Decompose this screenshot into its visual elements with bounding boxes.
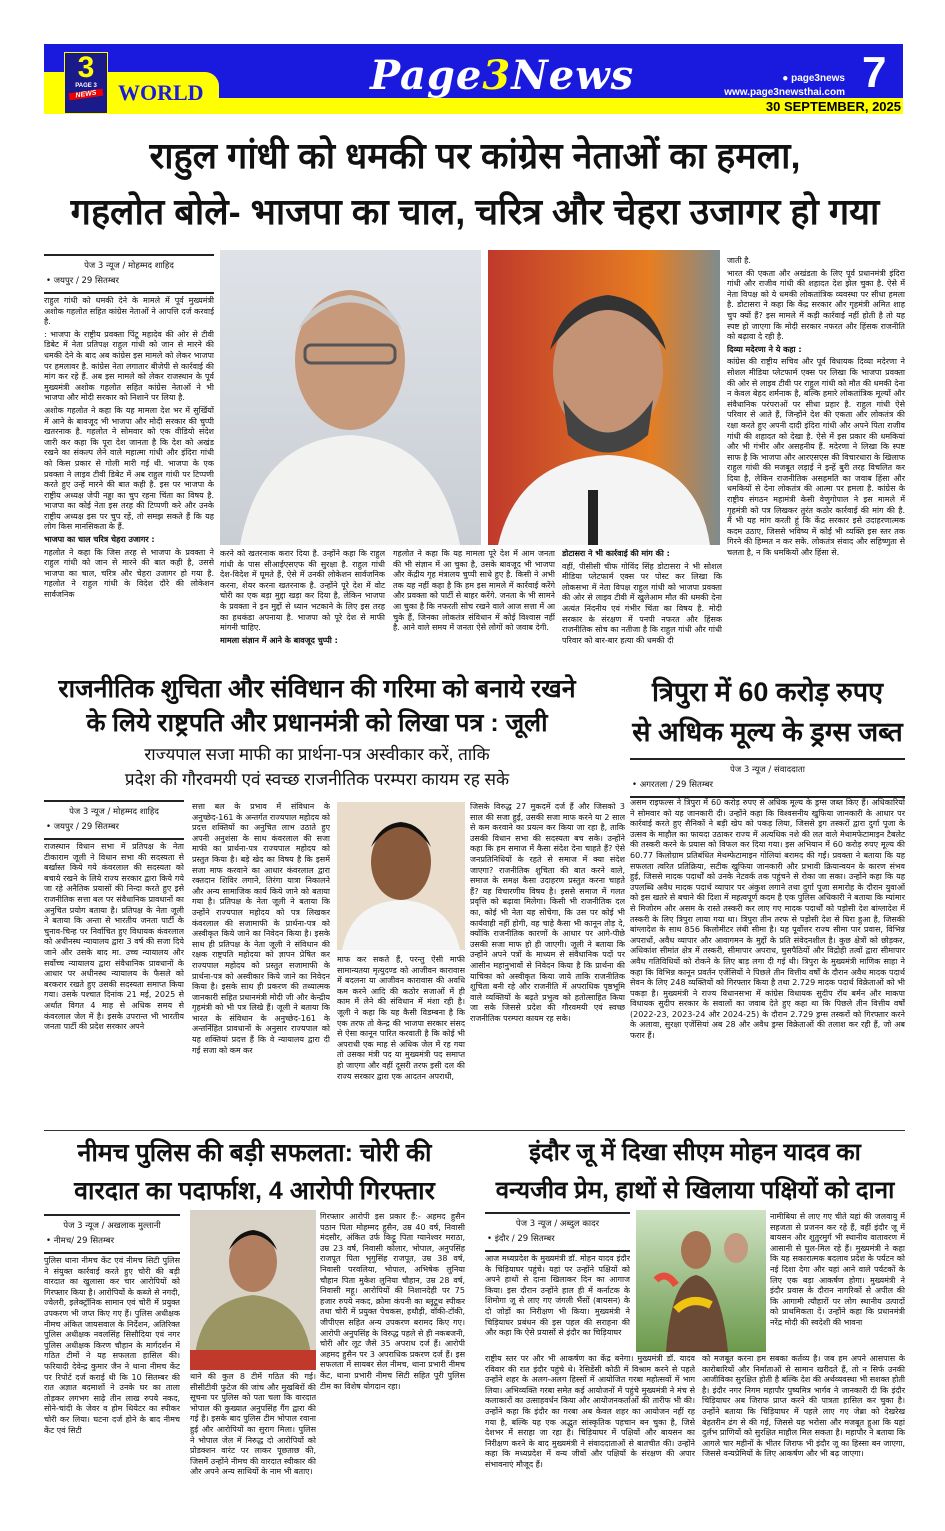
byline: पेज 3 न्यूज / मोहम्मद शाहिद • जयपुर / 29 सितम्बर <box>44 254 214 294</box>
photo-rahul-gandhi <box>488 250 720 545</box>
article-column: माफ कर सकते हैं, परन्तु ऐसी माफी सामान्यतया मृत्युदण्ड को आजीवन कारावास में बदलना या आजीवन कारावास की अवधि कम करने आदि की कठोर सजाओं में ही काम में लेने की संविधान में मंशा रही है। जूली ने कहा कि यह कैसी विडम्बना है कि एक तरफ तो केन्द्र की भाजपा सरकार संसद से ऐसा कानून पारित करवाती है कि कोई भी अपराधी एक माह से अधिक जेल में रह गया तो उसका मंत्री पद या मुख्यमंत्री पद समाप्त हो जाएगा और वहीं दूसरी तरफ इसी दल की राज्य सरकार द्वारा एक आदतन अपराधी, <box>337 955 465 1081</box>
article-column: थाने की कुल 8 टीमें गठित की गई। सीसीटीवी फुटेज की जांच और मुखबिरों की सूचना पर पुलिस को पता चला कि वारदात भोपाल की कुख्यात अनुपसिंह गैंग द्वारा की गई है। इसके बाद पुलिस टीम भोपाल रवाना हुई और आरोपियों का सुराग मिला। पुलिस ने भोपाल जेल में निरुद्ध दो आरोपियों को प्रोडक्शन वारंट पर लाकर पूछताछ की, जिसमें उन्होंने नीमच की वारदात स्वीकार की और अपने अन्य साथियों के नाम भी बताए। <box>190 1372 316 1477</box>
page-number: 7 <box>862 48 887 97</box>
photo-cm-feeding-birds <box>636 1210 766 1352</box>
byline: पेज 3 न्यूज / संवाददाता • अगरतला / 29 सितम्बर <box>630 758 905 798</box>
article-column: को मजबूत करना हम सबका कर्तव्य है। जब हम अपने आसपास के कारोबारियों और निर्माताओं से सामान खरीदते हैं, तो न सिर्फ उनकी आजीविका सुरक्षित होती है बल्कि देश की अर्थव्यवस्था भी सशक्त होती है। इंदौर नगर निगम महापौर पुष्यमित्र भार्गव ने जानकारी दी कि इंदौर चिड़ियाघर अब जिराफ प्राप्त करने की पात्रता हासिल कर चुका है। उन्होंने बताया कि चिड़ियाघर में पहले लाए गए जेब्रा को देखरेख बेहतरीन ढंग से की गई, जिससे यह भरोसा और मजबूत हुआ कि यहां दुर्लभ प्राणियों को सुरक्षित माहौल मिल सकता है। महापौर ने बताया कि आगले चार महीनों के भीतर जिराफ भी इंदौर जू का हिस्सा बन जाएगा, जिससे वन्यप्रेमियों के लिए आकर्षण और भी बढ़ जाएगा। <box>702 1354 905 1459</box>
photo-police-officer <box>190 1210 316 1370</box>
portrait-image <box>337 802 465 950</box>
article-column: आज मध्यप्रदेश के मुख्यमंत्री डॉ. मोहन यादव इंदौर के चिड़ियाघर पहुंचे। यहां पर उन्होंने पक्षियों को अपने हाथों से दाना खिलाकर दिन का आगाज किया। इस दौरान उन्होंने हाल ही में कर्नाटक के शिमोगा जू से लाए गए जंगली भैंसों (बायसन) के दो जोड़ों का निरीक्षण भी किया। मुख्यमंत्री ने चिड़ियाघर प्रबंधन की इस पहल की सराहना की और कहा कि ऐसे प्रयासों से इंदौर का चिड़ियाघर <box>485 1254 630 1338</box>
article-column: पुलिस थाना नीमच केंट एवं नीमच सिटी पुलिस ने संयुक्त कार्रवाई करते हुए चोरी की बड़ी वारदात का खुलासा कर चार आरोपियों को गिरफ्तार किया है। आरोपियों के कब्जे से नगदी, ज्वेलरी, इलेक्ट्रॉनिक सामान एवं चोरी में प्रयुक्त उपकरण भी जप्त किए गए हैं। पुलिस अधीक्षक नीमच अंकित जायसवाल के निर्देशन, अतिरिक्त पुलिस अधीक्षक नवलसिंह सिसौदिया एवं नगर पुलिस अधीक्षक किरण चौहान के मार्गदर्शन में गठित टीमों ने यह सफलता हासिल की। फरियादी देवेन्द्र कुमार जैन ने थाना नीमच केंट पर रिपोर्ट दर्ज कराई थी कि 10 सितम्बर की रात अज्ञात बदमाशों ने उनके घर का ताला तोड़कर लगभग साढ़े तीन लाख रुपये नकद, सोने-चांदी के जेवर व होम थियेटर का स्पीकर चोरी कर लिया। घटना दर्ज होने के बाद नीमच केंट एवं सिटी <box>44 1256 180 1435</box>
scene-image <box>636 1210 766 1352</box>
portrait-image <box>488 250 720 545</box>
portrait-image <box>190 1210 316 1370</box>
site-info <box>724 72 845 100</box>
byline: पेज 3 न्यूज / अखलाक मुल्तानी • नीमच/ 29 सितम्बर <box>44 1214 180 1254</box>
article-column: जिसके विरुद्ध 27 मुकदमें दर्ज हैं और जिसको 3 साल की सजा हुई, उसकी सजा माफ करने या 2 साल से कम करवाने का प्रयत्न कर किया जा रहा है, ताकि उसकी विधान सभा की सदस्यता बच सके। उन्होंने कहा कि हम समाज में कैसा संदेश देना चाहते हैं? ऐसे जनप्रतिनिधियों के रहते से समाज में क्या संदेश जाएगा? राजनीतिक शुचिता की बात करने वाले, समाज के समक्ष कैसा उदाहरण प्रस्तुत करना चाहते हैं? यह विचारणीय विषय है। इससे समाज में गलत प्रवृत्ति को बढ़ावा मिलेगा। किसी भी राजनीतिक दल का, कोई भी नेता यह सोचेगा, कि उस पर कोई भी कार्यवाही नहीं होगी, वह चाहे कैसा भी कानून तोड़ दे, क्योंकि राजनीतिक कारणों के आधार पर आगे-पीछे उसकी सजा माफ हो ही जाएगी। जूली ने बताया कि उन्होंने अपने पत्रों के माध्यम से संवैधानिक पदों पर आसीन महानुभावों से निवेदन किया है कि प्रार्थना की याचिका को अस्वीकृत किया जाये ताकि राजनीतिक शुचिता बनी रहे और राजनीति में अपराधिक पृष्ठभूमि वाले व्यक्तियों के बढ़ते प्रभुत्व को हतोत्साहित किया जा सके जिससे प्रदेश की गौरवमयी एवं स्वच्छ राजनीतिक परम्परा कायम रह सके। <box>470 802 625 1023</box>
website-link[interactable]: www.page3newsthai.com <box>724 87 845 98</box>
article-headline: त्रिपुरा में 60 करोड़ रुपए से अधिक मूल्य के ड्रग्स जब्त <box>632 677 903 747</box>
photo-tikaram-jully <box>337 802 465 950</box>
main-headline: राहुल गांधी को धमकी पर कांग्रेस नेताओं का हमला, गहलोत बोले- भाजपा का चाल, चरित्र और चेहरा उजागर हो गया <box>70 135 880 232</box>
page3-logo: 3 PAGE 3 NEWS <box>64 52 108 114</box>
divider <box>44 1130 905 1131</box>
byline: पेज 3 न्यूज / मोहम्मद शाहिद • जयपुर / 29 सितम्बर <box>44 800 184 840</box>
article-subheadline: राज्यपाल सजा माफी का प्रार्थना-पत्र अस्वीकार करें, ताकि प्रदेश की गौरवमयी एवं स्वच्छ राजनीतिक परम्परा कायम रह सके <box>124 745 510 789</box>
article-column: सत्ता बल के प्रभाव में संविधान के अनुच्छेद-161 के अन्तर्गत राज्यपाल महोदय को प्रदत्त शक्तियों का अनुचित लाभ उठाते हुए अपनी अनुशंसा के साथ कंवरलाल की सजा माफी का प्रार्थना-पत्र राज्यपाल महोदय को प्रस्तुत किया है। बड़े खेद का विषय है कि इसमें सजा माफ करवाने का आधार कंवरलाल द्वारा रक्तदान शिविर लगाने, तिरंगा यात्रा निकालने और अन्य सामाजिक कार्य किये जाने को बताया गया है। प्रतिपक्ष के नेता जूली ने बताया कि उन्होंने राज्यपाल महोदय को पत्र लिखकर कंवरलाल की सजामाफी के प्रार्थना-पत्र को अस्वीकृत किये जाने का निवेदन किया है। इसके साथ ही प्रतिपक्ष के नेता जूली ने संविधान की रक्षक राष्ट्रपति महोदया को ज्ञापन प्रेषित कर राज्यपाल महोदय को प्रस्तुत सजामाफी के प्रार्थना-पत्र को अस्वीकार किये जाने का निवेदन किया है। इसके साथ ही प्रकरण की तथ्यात्मक जानकारी सहित प्रधानमंत्री मोदी जी और केन्द्रीय गृहमंत्री को भी पत्र लिखे हैं। जूली ने बताया कि भारत के संविधान के अनुच्छेद-161 के अन्तर्निहित प्रावधानों के अनुसार राज्यपाल को यह शक्तियां प्रदत्त हैं कि वे न्यायालय द्वारा दी गई सजा को कम कर <box>192 802 330 1055</box>
article-headline: इंदौर जू में दिखा सीएम मोहन यादव का वन्यजीव प्रेम, हाथों से खिलाया पक्षियों को दाना <box>495 1139 895 1204</box>
article-column: राष्ट्रीय स्तर पर और भी आकर्षण का केंद्र बनेगा। मुख्यमंत्री डॉ. यादव रविवार की रात इंदौर पहुंचे थे। रेसिडेंसी कोठी में विश्राम करने से पहले उन्होंने शहर के अलग-अलग हिस्सों में आयोजित गरबा महोत्सवों में भाग लिया। अभिव्यक्ति गरबा समेत कई आयोजनों में पहुंचे मुख्यमंत्री ने मंच से कलाकारों का उत्साहवर्धन किया और आयोजनकर्ताओं की तारीफ भी की। उन्होंने कहा कि इंदौर का गरबा अब केवल शहर का आयोजन नहीं रह गया है, बल्कि यह एक अद्भुत सांस्कृतिक पहचान बन चुका है, जिसे देशभर में सराहा जा रहा है। चिड़ियाघर में पक्षियों और बायसन का निरीक्षण करने के बाद मुख्यमंत्री ने संवाददाताओं से बातचीत की। उन्होंने कहा कि मध्यप्रदेश में वन्य जीवों और पक्षियों के संरक्षण की अपार संभावनाएं मौजूद हैं। <box>485 1354 695 1469</box>
article-headline: नीमच पुलिस की बड़ी सफलता: चोरी की वारदात का पदार्फाश, 4 आरोपी गिरफ्तार <box>74 1139 435 1205</box>
newspaper-title: Page3News <box>370 52 635 99</box>
portrait-image <box>220 250 481 545</box>
article-column: नामीबिया से लाए गए चीते यहां की जलवायु में सहजता से प्रजनन कर रहे हैं, वहीं इंदौर जू में बायसन और शुतुरमुर्ग भी स्थानीय वातावरण में आसानी से घुल-मिल रहे हैं। मुख्यमंत्री ने कहा कि यह सकारात्मक बदलाव प्रदेश के पर्यटन को नई दिशा देगा और यहां आने वाले पर्यटकों के लिए एक बड़ा आकर्षण होगा। मुख्यमंत्री ने इंदौर प्रवास के दौरान नागरिकों से अपील की कि आगामी त्यौहारों पर लोग स्थानीय उत्पादों को प्राथमिकता दें। उन्होंने कहा कि प्रधानमंत्री नरेंद्र मोदी की स्वदेशी की भावना <box>770 1212 905 1327</box>
photo-ashok-gehlot <box>220 250 481 545</box>
article-headline: राजनीतिक शुचिता और संविधान की गरिमा को बनाये रखने के लिये राष्ट्रपति और प्रधानमंत्री को लिखा पत्र : जूली <box>58 675 576 737</box>
issue-date: 30 SEPTEMBER, 2025 <box>765 99 901 114</box>
social-handle: ● page3news <box>782 73 845 84</box>
article-column: असम राइफल्स ने त्रिपुरा में 60 करोड़ रुपए से अधिक मूल्य के ड्रग्स जब्त किए हैं। अधिकारियों ने सोमवार को यह जानकारी दी। उन्होंने कहा कि विश्वसनीय खुफिया जानकारी के आधार पर कार्रवाई करते हुए सैनिकों ने बड़ी खेप को पकड़ लिया, जिससे ड्रग तस्करों द्वारा दुर्गा पूजा के उत्सव के माहौल का फायदा उठाकर राज्य में अत्यधिक नशे की लत वाले मेथामफेटामाइन टैबलेट की तस्करी करने के प्रयास को विफल कर दिया गया। इस अभियान में 60 करोड़ रुपए मूल्य की 60.77 किलोग्राम प्रतिबंधित मेथम्फेटामाइन गोलियां बरामद की गईं। प्रवक्ता ने बताया कि यह सफलता त्वरित प्रतिक्रिया, सटीक खुफिया जानकारी और प्रभावी क्रियान्वयन के कारण संभव हुई, जिससे मादक पदार्थों को उनके नेटवर्क तक पहुंचने से रोका जा सका। उन्होंने कहा कि यह उपलब्धि अवैध मादक पदार्थ व्यापार पर अंकुश लगाने तथा दुर्गा पूजा समारोह के दौरान युवाओं को इस खतरे से बचाने की दिशा में महत्वपूर्ण कदम है एक पुलिस अधिकारी ने बताया कि म्यांमार से मिजोरम और असम के रास्ते तस्करी कर लाए गए मादक पदार्थों को पड़ोसी देश बांग्लादेश में तस्करी के लिए त्रिपुरा लाया गया था। त्रिपुरा तीन तरफ से पड़ोसी देश से घिरा हुआ है, जिसकी बांग्लादेश के साथ 856 किलोमीटर लंबी सीमा है। यह पूर्वोत्तर राज्य सीमा पार प्रवास, विभिन्न अपराधों, अवैध व्यापार और आवागमन के मुद्दों के प्रति संवेदनशील है। कुछ क्षेत्रों को छोड़कर, अधिकांश सीमांत क्षेत्र में तस्करी, सीमापार अपराध, घुसपैठियों और विद्रोही तत्वों द्वारा सीमापार अवैध गतिविधियों को रोकने के लिए बाड़ लगा दी गई थी। त्रिपुरा के मुख्यमंत्री माणिक साहा ने कहा कि विभिन्न कानून प्रवर्तन एजेंसियों ने पिछले तीन वित्तीय वर्षों के दौरान अवैध मादक पदार्थ सेवन के लिए 248 व्यक्तियों को गिरफ्तार किया है तथा 2.729 मादक पदार्थ विक्रेताओं को भी पकड़ा है। मुख्यमंत्री ने राज्य विधानसभा में कांग्रेस विधायक सुदीप रॉय बर्मन और माकपा विधायक सुदीप सरकार के सवालों का जवाब देते हुए कहा था कि पिछले तीन वित्तीय वर्षों (2022-23, 2023-24 और 2024-25) के दौरान 2.729 ड्रग्स तस्करों को गिरफ्तार करने के अलावा, सुरक्षा एजेंसियां अब 28 और अवैध ड्रग्स विक्रेताओं की तलाश कर रही हैं, जो अब फरार हैं। <box>630 798 905 1041</box>
article-column: राजस्थान विधान सभा में प्रतिपक्ष के नेता टीकाराम जूली ने विधान सभा की सदस्यता से बर्खास्त किये गये कंवरलाल की सदस्यता को बचाये रखने के लिये राज्य सरकार द्वारा किये गये जा रहे अनैतिक प्रयासों की निन्दा करते हुए इसे राजनीतिक सत्ता बल पर संवैधानिक प्रावधानों का अनुचित प्रयोग बताया है। प्रतिपक्ष के नेता जूली ने बताया कि अन्ता से भारतीय जनता पार्टी के चुनाव-चिन्ह पर निर्वाचित हुए विधायक कंवरलाल को अधीनस्थ न्यायालय द्वारा 3 वर्ष की सजा दिये जाने और उसके बाद मा. उच्च न्यायालय और सर्वोच्च न्यायालय द्वारा संवैधानिक प्रावधानों के आधार पर अधीनस्थ न्यायालय के फैसले को बरकरार रखते हुए उसकी सदस्यता समाप्त किया गया। उसके पश्चात दिनांक 21 मई, 2025 से अर्थात विगत 4 माह से अधिक समय से कंवरलाल जेल में है। इसके उपरान्त भी भारतीय जनता पार्टी की प्रदेश सरकार अपने <box>44 842 184 1032</box>
article-column: गिरफ्तार आरोपी इस प्रकार हैं:- अहमद हुसैन पठान पिता मोहम्मद हुसैन, उम्र 40 वर्ष, निवासी मंदसौर, अंकित उर्फ किट्टू पिता ग्यानेश्वर मराठा, उम्र 23 वर्ष, निवासी कोलार, भोपाल, अनुपसिंह राजपूत पिता भृगुसिंह राजपूत, उम्र 38 वर्ष, निवासी परवलिया, भोपाल, अभिषेक लुनिया चौहान पिता मुकेश लुनिया चौहान, उम्र 28 वर्ष, निवासी महू। आरोपियों की निशानदेही पर 75 हजार रुपये नकद, क्रोमा कंपनी का ब्लूटूथ स्पीकर तथा चोरी में प्रयुक्त पेचकस, हथौड़ी, वॉकी-टॉकी, जीपीएस सहित अन्य उपकरण बरामद किए गए। आरोपी अनुपसिंह के विरुद्ध पहले से ही नकबजनी, चोरी और लूट जैसे 35 अपराध दर्ज हैं। आरोपी अहमद हुसैन पर 3 अपराधिक प्रकरण दर्ज हैं। इस सफलता में सायबर सेल नीमच, थाना प्रभारी नीमच केंट, थाना प्रभारी नीमच सिटी सहित पूरी पुलिस टीम का विशेष योगदान रहा। <box>320 1212 465 1391</box>
article-column: करने को खतरनाक करार दिया है. उन्होंने कहा कि राहुल गांधी के पास सीआईएसएफ की सुरक्षा है. राहुल गांधी देश-विदेश में घूमते हैं, ऐसे में उनकी लोकेशन सार्वजनिक करना, शेयर करना खतरनाक है. उन्होंने पूरे देश में वोट चोरी का एक बड़ा मुद्दा खड़ा कर दिया है, लेकिन भाजपा के प्रवक्ता ने इन मुद्दों से ध्यान भटकाने के लिए इस तरह का हथकंडा अपनाया है. भाजपा को पूरे देश से माफी मांगनी चाहिए. मामला संज्ञान में आने के बावजूद चुप्पी : <box>220 549 385 645</box>
article-column: डोटासरा ने भी कार्रवाई की मांग की : वहीं, पीसीसी चीफ गोविंद सिंह डोटासरा ने भी सोशल मीडिया प्लेटफार्म एक्स पर पोस्ट कर लिखा कि लोकसभा में नेता विपक्ष राहुल गांधी को भाजपा प्रवक्ता की ओर से लाइव टीवी में खुलेआम मौत की धमकी देना अत्यंत निंदनीय एवं गंभीर चिंता का विषय है. मोदी सरकार के संरक्षण में पनपी नफरत और हिंसक राजनीतिक सोच का नतीजा है कि राहुल गांधी और गांधी परिवार को बार-बार हत्या की धमकी दी <box>562 549 722 645</box>
article-column: गहलोत ने कहा कि यह मामला पूरे देश में आम जनता की भी संज्ञान में आ चुका है, उसके बावजूद भी भाजपा और केंद्रीय गृह मंत्रालय चुप्पी साधे हुए है. किसी ने अभी तक यह नहीं कहा है कि हम इस मामले में कार्रवाई करेंगे और प्रवक्ता को पार्टी से बाहर करेंगे. जनता के भी सामने आ चुका है कि नफरती सोच रखने वाले आज सत्ता में आ चुके हैं, जिनका लोकतंत्र संविधान में कोई विश्वास नहीं है. आने वाले समय में जनता ऐसे लोगों को जवाब देगी. <box>393 549 555 633</box>
article-column: राहुल गांधी को धमकी देने के मामले में पूर्व मुख्यमंत्री अशोक गहलोत सहित कांग्रेस नेताओं ने आपत्ति दर्ज करवाई है. : भाजपा के राष्ट्रीय प्रवक्ता पिंटू महादेव की ओर से टीवी डिबेट में नेता प्रतिपक्ष राहुल गांधी को जान से मारने की धमकी देने के बाद अब कांग्रेस इस मामले को लेकर भाजपा पर हमलावर है. कांग्रेस नेता लगातार बीजेपी से कार्रवाई की मांग कर रहे हैं. अब इस मामले को लेकर राजस्थान के पूर्व मुख्यमंत्री अशोक गहलोत सहित कांग्रेस नेताओं ने भी भाजपा और मोदी सरकार को निशाने पर लिया है. अशोक गहलोत ने कहा कि यह मामला देश भर में सुर्खियों में आने के बावजूद भी भाजपा और मोदी सरकार की चुप्पी खतरनाक है. गहलोत ने सोमवार को एक वीडियो संदेश जारी कर कहा कि पूरा देश जानता है कि देश को अखंड रखने का संकल्प लेने वाले महात्मा गांधी और इंदिरा गांधी को किस प्रकार से गोली मारी गई थी. भाजपा के एक प्रवक्ता ने लाइव टीवी डिबेट में अब राहुल गांधी पर टिप्पणी करते हुए उन्हें मारने की बात कही है. इस पर भाजपा के राष्ट्रीय अध्यक्ष जेपी नड्डा का चुप रहना चिंता का विषय है. भाजपा का कोई नेता इस तरह की टिप्पणी करे और उनके राष्ट्रीय अध्यक्ष इस पर चुप रहें, तो समझ सकते हैं कि यह लोग किस मानसिकता के हैं. भाजपा का चाल चरित्र चेहरा उजागर : गहलोत ने कहा कि जिस तरह से भाजपा के प्रवक्ता ने राहुल गांधी को जान से मारने की बात कही है, उससे भाजपा का चाल, चरित्र और चेहरा उजागर हो गया है. गहलोत ने राहुल गांधी के विदेश दौरे की लोकेशन सार्वजनिक <box>44 296 214 600</box>
section-label: WORLD <box>118 80 204 105</box>
byline: पेज 3 न्यूज / अब्दुल कादर • इंदौर / 29 सितम्बर <box>485 1212 630 1252</box>
article-column: जाती है. भारत की एकता और अखंडता के लिए पूर्व प्रधानमंत्री इंदिरा गांधी और राजीव गांधी की शहादत देश झेल चुका है. ऐसे में नेता विपक्ष को ये धमकी लोकतांत्रिक व्यवस्था पर सीधा हमला है. डोटासरा ने कहा कि केंद्र सरकार और गृहमंत्री अमित शाह चुप क्यों हैं? इस मामले में कड़ी कार्रवाई नहीं होती है तो यह स्पष्ट हो जाएगा कि मोदी सरकार नफरत और हिंसक राजनीति को बढ़ावा दे रही है. दिव्या मदेरणा ने ये कहा : कांग्रेस की राष्ट्रीय सचिव और पूर्व विधायक दिव्या मदेरणा ने सोशल मीडिया प्लेटफार्म एक्स पर लिखा कि भाजपा प्रवक्ता की ओर से लाइव टीवी पर राहुल गांधी को मौत की धमकी देना न केवल बेहद शर्मनाक है, बल्कि हमारे लोकतांत्रिक मूल्यों और संवैधानिक परंपराओं पर सीधा प्रहार है. राहुल गांधी ऐसे परिवार से आते हैं, जिन्होंने देश की एकता और लोकतंत्र की रक्षा करते हुए अपनी दादी इंदिरा गांधी और अपने पिता राजीव गांधी की शहादत को देखा है. ऐसे में इस प्रकार की धमकियां और भी गंभीर और असहनीय हैं. मदेरणा ने लिखा कि स्पष्ट साफ है कि भाजपा और आरएसएस की विचारधारा के खिलाफ राहुल गांधी की मजबूत लड़ाई ने इन्हें बुरी तरह विचलित कर दिया है, लेकिन राजनीतिक असहमति का जवाब हिंसा और धमकियों से देना लोकतंत्र की आत्मा पर हमला है. कांग्रेस के राष्ट्रीय संगठन महामंत्री केसी वेणुगोपाल ने इस मामले में गृहमंत्री को पत्र लिखकर तुरंत कठोर कार्रवाई की मांग की है. मैं भी यह मांग करती हूं कि केंद्र सरकार इसे उदाहरणात्मक कदम उठाए, जिससे भविष्य में कोई भी व्यक्ति इस स्तर तक गिरने की हिम्मत न कर सके. लोकतंत्र संवाद और सहिष्णुता से चलता है, न कि धमकियों और हिंसा से. <box>727 256 905 558</box>
